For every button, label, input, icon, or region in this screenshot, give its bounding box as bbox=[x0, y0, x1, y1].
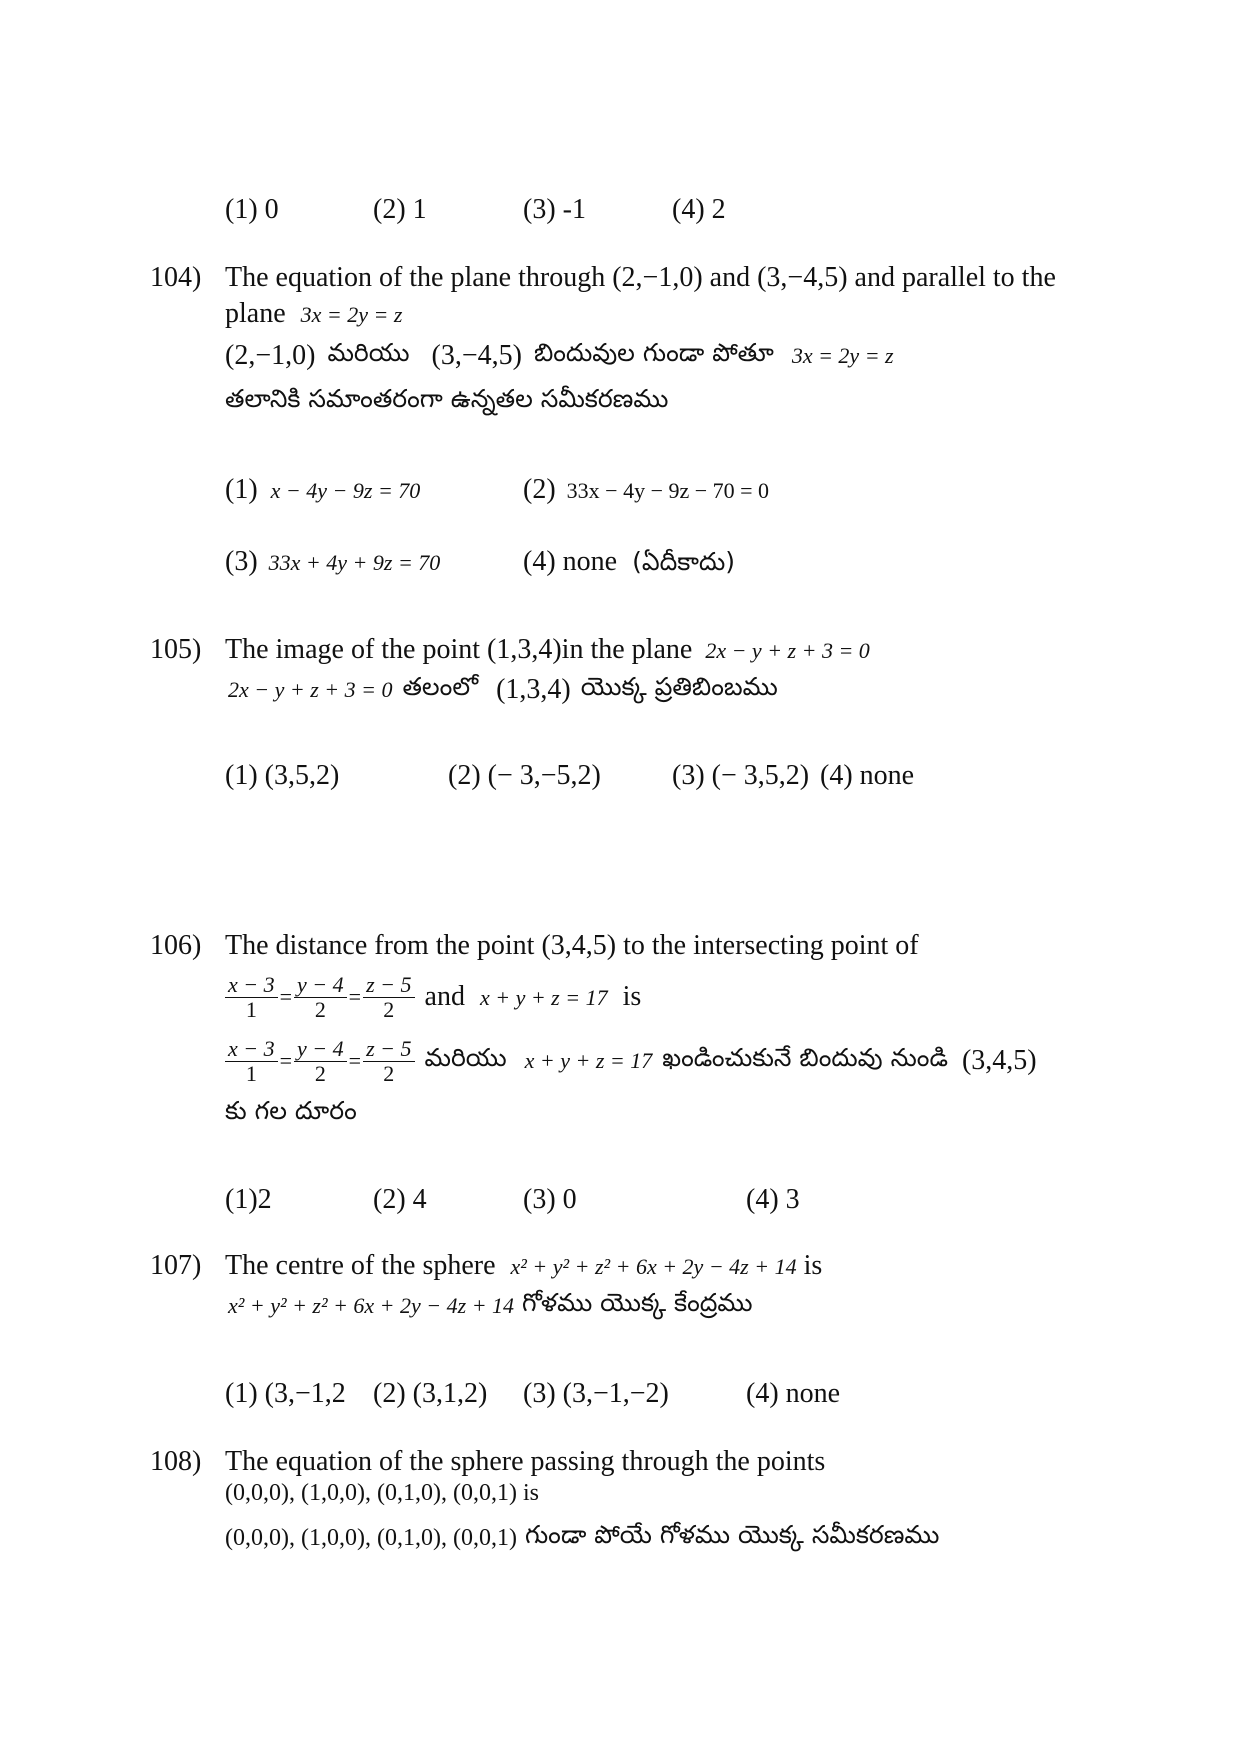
option-4: (4) none bbox=[820, 760, 915, 791]
fraction: $\frac{z - 5}{2}$ bbox=[363, 973, 414, 1020]
telugu-text: తలంలో bbox=[402, 672, 479, 701]
question-text-te bbox=[228, 672, 778, 708]
line-equation-te: $\frac{x - 3}{1}$ = $\frac{y - 4}{2}$ = $\frac{z - 5}{2}$ మరియు x + y + z = 17 ఖండించుకునే బిందువు నుండి (3,4,5) bbox=[225, 1030, 1037, 1092]
question-number: 106) bbox=[150, 930, 202, 961]
option-telugu: (ఏదీకాదు) bbox=[632, 547, 735, 576]
question-text-te bbox=[225, 338, 894, 374]
question-text-en: The centre of the sphere x² + y² + z² + 6x + 2y − 4z + 14 is bbox=[225, 1250, 823, 1281]
option-3 bbox=[225, 546, 440, 578]
question-text-en-line2 bbox=[225, 298, 402, 330]
prev-option-2: (2) 1 bbox=[373, 194, 427, 225]
plane-equation: 2x − y + z + 3 = 0 bbox=[705, 638, 870, 663]
option-4: (4) 3 bbox=[746, 1184, 800, 1215]
plane-equation: 3x = 2y = z bbox=[791, 343, 894, 368]
sphere-equation: x² + y² + z² + 6x + 2y − 4z + 14 bbox=[228, 1293, 515, 1318]
fraction: $\frac{x - 3}{1}$ bbox=[225, 973, 278, 1020]
telugu-text: గుండా పోయే గోళము యొక్క సమీకరణము bbox=[524, 1520, 940, 1549]
option-label: (4) none bbox=[523, 546, 618, 577]
points: (0,0,0), (1,0,0), (0,1,0), (0,0,1) bbox=[225, 1524, 517, 1551]
prev-option-1: (1) 0 bbox=[225, 194, 279, 225]
option-label: (2) bbox=[523, 474, 556, 505]
question-text-en: The equation of the plane through (2,−1,0) and (3,−4,5) and parallel to the bbox=[225, 262, 1056, 293]
question-number: 108) bbox=[150, 1446, 202, 1477]
question-text-en: The equation of the sphere passing through the points bbox=[225, 1446, 826, 1477]
option-equation: 33x − 4y − 9z − 70 = 0 bbox=[566, 478, 770, 503]
question-text-te bbox=[225, 1520, 939, 1556]
point: (3,−4,5) bbox=[431, 340, 522, 371]
option-3: (3) (− 3,5,2) bbox=[672, 760, 810, 791]
plane-equation: 2x − y + z + 3 = 0 bbox=[228, 677, 393, 702]
option-equation: x − 4y − 9z = 70 bbox=[270, 478, 421, 503]
text: plane bbox=[225, 298, 286, 329]
fraction: $\frac{x - 3}{1}$ bbox=[225, 1037, 278, 1084]
prev-option-3: (3) -1 bbox=[523, 194, 586, 225]
option-4 bbox=[523, 546, 735, 583]
telugu-text: బిందువుల గుండా పోతూ bbox=[533, 338, 774, 367]
option-equation: 33x + 4y + 9z = 70 bbox=[268, 550, 441, 575]
line-equation-en: $\frac{x - 3}{1}$ = $\frac{y - 4}{2}$ = $\frac{z - 5}{2}$ and x + y + z = 17 is bbox=[225, 966, 641, 1028]
fraction: $\frac{z - 5}{2}$ bbox=[363, 1037, 414, 1084]
option-label: (1) bbox=[225, 474, 258, 505]
option-3: (3) (3,−1,−2) bbox=[523, 1378, 669, 1409]
option-3: (3) 0 bbox=[523, 1184, 577, 1215]
option-label: (3) bbox=[225, 546, 258, 577]
point: (2,−1,0) bbox=[225, 340, 316, 371]
text: The image of the point (1,3,4)in the plane bbox=[225, 634, 693, 665]
question-text-te bbox=[228, 1288, 753, 1324]
question-number: 104) bbox=[150, 262, 202, 293]
option-1: (1)2 bbox=[225, 1184, 272, 1215]
option-4: (4) none bbox=[746, 1378, 841, 1409]
prev-option-4: (4) 2 bbox=[672, 194, 726, 225]
plane-equation: 3x = 2y = z bbox=[300, 302, 403, 327]
sphere-equation: x² + y² + z² + 6x + 2y − 4z + 14 bbox=[510, 1254, 797, 1279]
option-1: (1) (3,−1,2 bbox=[225, 1378, 346, 1409]
point: (1,3,4) bbox=[496, 674, 571, 705]
question-text-te-line2: తలానికి సమాంతరంగా ఉన్నతల సమీకరణము bbox=[225, 384, 669, 413]
question-text-en: The distance from the point (3,4,5) to the intersecting point of bbox=[225, 930, 919, 961]
option-2: (2) (3,1,2) bbox=[373, 1378, 488, 1409]
question-text-te-line2: కు గల దూరం bbox=[225, 1096, 357, 1125]
option-1 bbox=[225, 474, 420, 506]
option-2: (2) (− 3,−5,2) bbox=[448, 760, 601, 791]
question-number: 107) bbox=[150, 1250, 202, 1281]
telugu-text: గోళము యొక్క కేంద్రము bbox=[522, 1288, 753, 1317]
question-text-en bbox=[225, 634, 870, 666]
fraction: $\frac{y - 4}{2}$ bbox=[294, 1037, 347, 1084]
telugu-text: మరియు bbox=[327, 338, 410, 367]
question-points-en: (0,0,0), (1,0,0), (0,1,0), (0,0,1) is bbox=[225, 1480, 539, 1506]
fraction: $\frac{y - 4}{2}$ bbox=[294, 973, 347, 1020]
question-number: 105) bbox=[150, 634, 202, 665]
option-2 bbox=[523, 474, 769, 506]
option-1: (1) (3,5,2) bbox=[225, 760, 340, 791]
telugu-text: యొక్క ప్రతిబింబము bbox=[580, 672, 778, 701]
option-2: (2) 4 bbox=[373, 1184, 427, 1215]
